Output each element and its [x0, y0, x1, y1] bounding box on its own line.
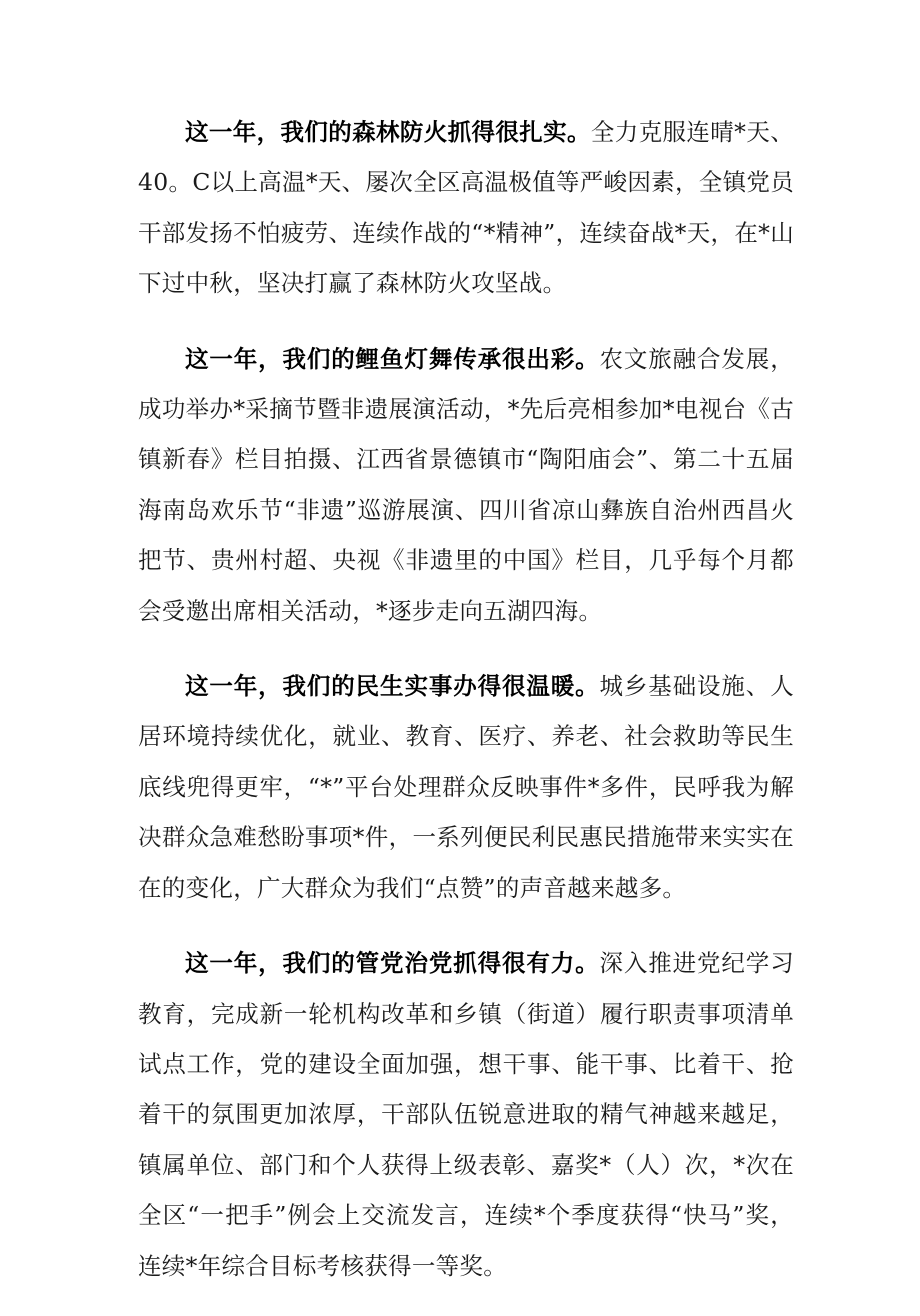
paragraph-lead: 这一年，我们的鲤鱼灯舞传承很出彩。 [185, 344, 600, 373]
paragraph-forest-fire [138, 107, 794, 309]
document-page [138, 107, 794, 1316]
paragraph-carp-lantern [138, 334, 794, 636]
paragraph-lead: 这一年，我们的森林防火抓得很扎实。 [185, 118, 591, 146]
paragraph-party-governance [138, 938, 794, 1291]
paragraph-body: 深入推进党纪学习教育，完成新一轮机构改革和乡镇（街道）履行职责事项清单试点工作，党的建设全面加强，想干事、能干事、比着干、抢着干的氛围更加浓厚，干部队伍锐意进取的精气神越来越足，镇属单位、部门和个人获得上级表彰、嘉奖*（人）次，*次在全区“一把手”例会上交流发言，连续*个季度获得“快马”奖，连续*年综合目标考核获得一等奖。 [138, 949, 794, 1280]
paragraph-lead: 这一年，我们的民生实事办得很温暖。 [185, 672, 600, 701]
paragraph-body: 城乡基础设施、人居环境持续优化，就业、教育、医疗、养老、社会救助等民生底线兜得更牢，“*”平台处理群众反映事件*多件，民呼我为解决群众急难愁盼事项*件，一系列便民利民惠民措施带来实实在在的变化，广大群众为我们“点赞”的声音越来越多。 [138, 672, 794, 902]
paragraph-body: 农文旅融合发展，成功举办*采摘节暨非遗展演活动，*先后亮相参加*电视台《古镇新春》栏目拍摄、江西省景德镇市“陶阳庙会”、第二十五届海南岛欢乐节“非遗”巡游展演、四川省凉山彝族自治州西昌火把节、贵州村超、央视《非遗里的中国》栏目，几乎每个月都会受邀出席相关活动，*逐步走向五湖四海。 [138, 344, 794, 625]
paragraph-livelihood [138, 661, 794, 913]
paragraph-lead: 这一年，我们的管党治党抓得很有力。 [185, 949, 600, 978]
paragraph-body: 全力克服连晴*天、40。C以上高温*天、屡次全区高温极值等严峻因素，全镇党员干部发扬不怕疲劳、连续作战的“*精神”，连续奋战*天，在*山下过中秋，坚决打赢了森林防火攻坚战。 [138, 118, 794, 298]
